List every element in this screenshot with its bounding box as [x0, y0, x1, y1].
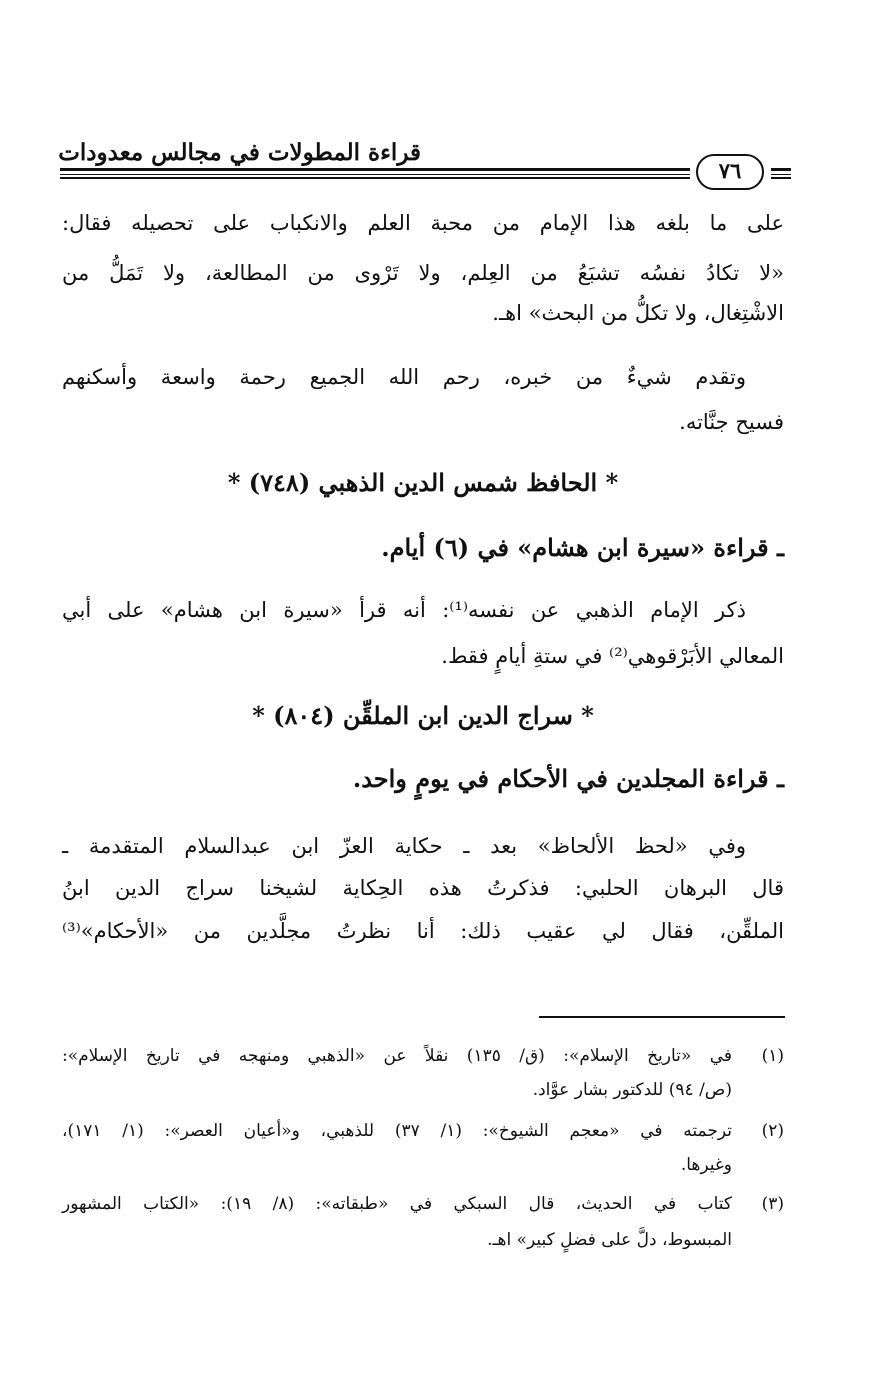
header-rule-stub: [771, 174, 791, 175]
section-heading: * سراج الدين ابن الملقِّن (٨٠٤) *: [252, 701, 594, 730]
footnote-1: [62, 1040, 784, 1073]
footnote-text: وغيرها.: [680, 1155, 732, 1175]
header-rule-stub: [771, 168, 791, 171]
footnote-number: (١): [761, 1046, 784, 1066]
footnote-number: (٣): [761, 1194, 784, 1214]
footnote-separator: [539, 1016, 785, 1018]
footnote-text: ترجمته في «معجم الشيوخ»: (١/ ٣٧) للذهبي، و«أعيان العصر»: (١/ ١٧١)،: [62, 1121, 732, 1141]
footnote-text: (ص/ ٩٤) للدكتور بشار عوَّاد.: [532, 1080, 732, 1100]
body-line: وفي «لحظ الألحاظ» بعد ـ حكاية العزّ ابن عبدالسلام المتقدمة ـ: [62, 834, 746, 858]
header-rule: [60, 168, 690, 171]
footnote-text: في «تاريخ الإسلام»: (ق/ ١٣٥) نقلاً عن «الذهبي ومنهجه في تاريخ الإسلام»:: [62, 1046, 732, 1066]
body-line: الاشْتِغال، ولا تكلُّ من البحث» اهـ.: [492, 301, 784, 325]
footnote-text: المبسوط، دلَّ على فضلٍ كبير» اهـ.: [487, 1230, 732, 1250]
header-rule: [60, 177, 690, 179]
body-line: الملقِّن، فقال لي عقيب ذلك: أنا نظرتُ مجلَّدين من «الأحكام»⁽³⁾: [62, 919, 784, 943]
body-line: وتقدم شيءٌ من خبره، رحم الله الجميع رحمة واسعة وأسكنهم: [62, 365, 746, 389]
footnote-number: (٢): [761, 1121, 784, 1141]
running-title: قراءة المطولات في مجالس معدودات: [58, 139, 421, 166]
section-subheading: ـ قراءة المجلدين في الأحكام في يومٍ واحد.: [352, 764, 784, 793]
body-line: فسيح جنَّاته.: [679, 410, 784, 434]
section-heading: * الحافظ شمس الدين الذهبي (٧٤٨) *: [227, 468, 619, 497]
body-line: «لا تكادُ نفسُه تشبَعُ من العِلم، ولا تَرْوى من المطالعة، ولا تَمَلُّ من: [62, 261, 784, 285]
footnote-text: كتاب في الحديث، قال السبكي في «طبقاته»: (٨/ ١٩): «الكتاب المشهور: [62, 1194, 732, 1214]
body-line: ذكر الإمام الذهبي عن نفسه⁽¹⁾: أنه قرأ «سيرة ابن هشام» على أبي: [62, 598, 746, 622]
section-subheading: ـ قراءة «سيرة ابن هشام» في (٦) أيام.: [381, 533, 784, 562]
header-rule-stub: [771, 177, 791, 179]
body-line: المعالي الأبَرْقوهي⁽²⁾ في ستةِ أيامٍ فقط.: [441, 644, 784, 668]
body-line: على ما بلغه هذا الإمام من محبة العلم والانكباب على تحصيله فقال:: [62, 211, 784, 235]
page-number: ٧٦: [696, 154, 764, 190]
body-line: قال البرهان الحلبي: فذكرتُ هذه الحِكاية لشيخنا سراج الدين ابنُ: [62, 876, 784, 900]
footnote-2: [62, 1115, 784, 1148]
header-rule: [60, 174, 690, 175]
footnote-3: [62, 1188, 784, 1221]
